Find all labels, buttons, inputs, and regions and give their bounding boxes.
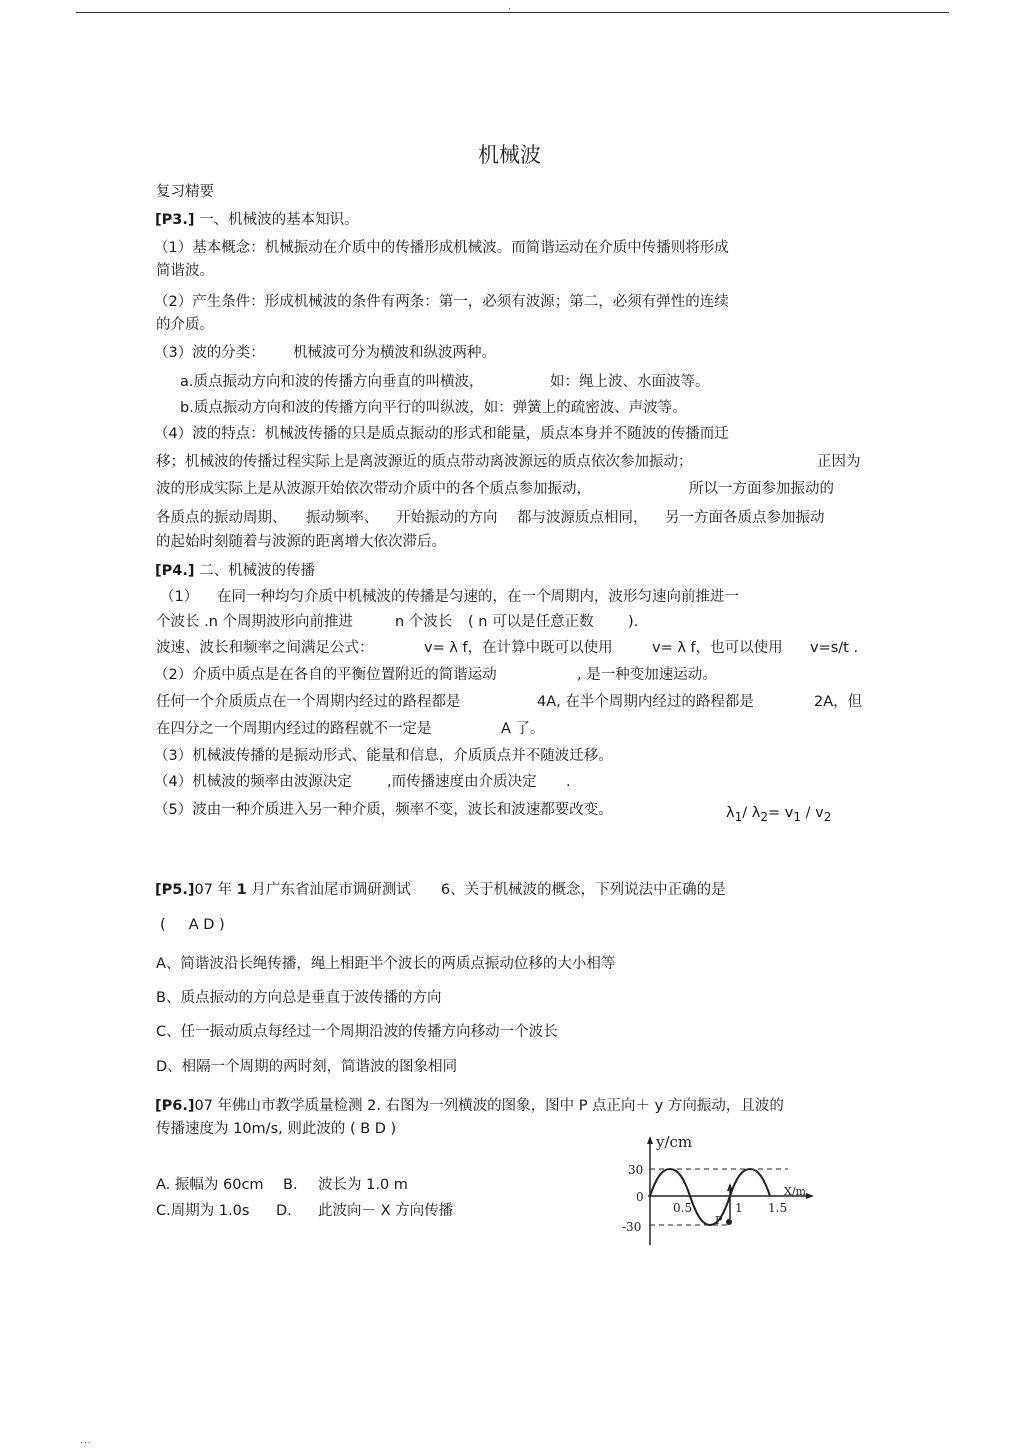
p6-question-line: [155, 1099, 784, 1114]
p5-question: [155, 883, 726, 898]
p4-line: A 了。: [501, 721, 545, 737]
p4-line: ).: [628, 614, 639, 630]
formula-part: / λ: [742, 805, 761, 821]
formula-part: λ: [726, 805, 735, 821]
page-title: 机械波: [478, 143, 541, 167]
wave-graph: [618, 1133, 818, 1248]
p4-line: ,而传播速度由介质决定: [387, 774, 537, 790]
p4-line: （1）: [160, 589, 199, 605]
point-p-label: P: [715, 1214, 723, 1227]
p3-line: 开始振动的方向: [396, 510, 498, 526]
p3-line: 都与波源质点相同，: [517, 510, 648, 526]
p3-line: 另一方面各质点参加振动: [665, 510, 825, 526]
p4-line: 任何一个介质质点在一个周期内经过的路程都是: [156, 694, 461, 710]
footer-mark: ...: [80, 1436, 92, 1446]
p4-line: ( n 可以是任意正数: [468, 614, 594, 630]
p6-option: 此波向－ X 方向传播: [318, 1203, 454, 1219]
p3-heading: [155, 213, 359, 228]
wavelength-ratio-formula: [726, 806, 831, 823]
p3-line: 的介质。: [156, 317, 214, 333]
p4-line: （5）波由一种介质进入另一种介质，频率不变，波长和波速都要改变。: [154, 802, 613, 818]
p-motion-arrow-icon: [727, 1183, 733, 1191]
p5-q-part: 6、关于机械波的概念，下列说法中正确的是: [440, 882, 726, 898]
p6-question-line: 传播速度为 10m/s, 则此波的 ( B D ): [156, 1121, 397, 1137]
p5-option: D、相隔一个周期的两时刻，简谐波的图象相同: [156, 1059, 458, 1075]
p6-option: B.: [283, 1177, 298, 1193]
formula-sub: 2: [760, 809, 769, 824]
p3-line: （4）波的特点：机械波传播的只是质点振动的形式和能量，质点本身并不随波的传播而迁: [154, 426, 729, 442]
x-axis-arrow-icon: [806, 1193, 814, 1199]
header-rule: [76, 12, 949, 13]
section-heading: 复习精要: [156, 184, 214, 200]
y-tick: 30: [628, 1163, 644, 1177]
p5-option: C、任一振动质点每经过一个周期沿波的传播方向移动一个波长: [156, 1024, 558, 1040]
p4-line: 4A, 在半个周期内经过的路程都是: [537, 694, 754, 710]
p4-line: v= λ f，在计算中既可以使用: [424, 640, 613, 656]
x-tick: 0.5: [673, 1201, 693, 1215]
p3-line: 波的形成实际上是从波源开始依次带动介质中的各个质点参加振动，: [156, 481, 591, 497]
p6-option: D.: [276, 1203, 292, 1219]
p3-line: （3）波的分类：: [154, 345, 265, 361]
point-p: [726, 1219, 732, 1225]
p3-tag: [P3.]: [155, 212, 195, 228]
p3-line: 振动频率、: [306, 510, 379, 526]
wave-curve: [650, 1169, 770, 1225]
formula-sub: 1: [793, 809, 802, 824]
p6-question-text: 07 年佛山市教学质量检测 2. 右图为一列横波的图象，图中 P 点正向＋ y 方向振动，且波的: [194, 1098, 784, 1114]
y-axis-arrow-icon: [647, 1136, 653, 1144]
p3-line: 简谐波。: [156, 263, 214, 279]
p5-q-part: 07 年: [194, 882, 233, 898]
p3-line: （1）基本概念：机械振动在介质中的传播形成机械波。而简谐运动在介质中传播则将形成: [154, 240, 729, 256]
y-tick: -30: [622, 1220, 642, 1234]
p5-answer: ( A D ): [160, 917, 225, 933]
p4-line: v= λ f，也可以使用: [652, 640, 783, 656]
p3-line: 如：绳上波、水面波等。: [550, 374, 710, 390]
x-tick: 1.5: [768, 1201, 788, 1215]
p4-heading-text: 二、机械波的传播: [199, 563, 316, 579]
p3-line: 移；机械波的传播过程实际上是离波源近的质点带动离波源远的质点依次参加振动；: [156, 454, 693, 470]
p5-tag: [P5.]: [155, 882, 195, 898]
x-tick: 1: [735, 1201, 743, 1215]
p5-option: A、简谐波沿长绳传播，绳上相距半个波长的两质点振动位移的大小相等: [156, 956, 616, 972]
formula-part: / v: [801, 805, 824, 821]
formula-sub: 1: [734, 809, 743, 824]
p3-line: a.质点振动方向和波的传播方向垂直的叫横波，: [180, 374, 484, 390]
p3-heading-text: 一、机械波的基本知识。: [199, 212, 359, 228]
p3-line: 的起始时刻随着与波源的距离增大依次滞后。: [156, 534, 446, 550]
p6-tag: [P6.]: [155, 1098, 195, 1114]
p5-q-part: 月广东省汕尾市调研测试: [251, 882, 411, 898]
header-dot: .: [508, 2, 511, 12]
p6-option: A. 振幅为 60cm: [156, 1177, 264, 1193]
p3-line: 正因为: [817, 454, 861, 470]
p6-option: 波长为 1.0 m: [318, 1177, 408, 1193]
p3-line: b.质点振动方向和波的传播方向平行的叫纵波，如：弹簧上的疏密波、声波等。: [180, 400, 687, 416]
p5-q-part: 1: [236, 882, 247, 898]
p3-line: 各质点的振动周期、: [156, 510, 287, 526]
p3-line: 所以一方面参加振动的: [689, 481, 834, 497]
p4-line: 个波长 .n 个周期波形向前推进: [156, 614, 354, 630]
p4-line: （3）机械波传播的是振动形式、能量和信息，介质质点并不随波迁移。: [154, 748, 613, 764]
p4-line: , 是一种变加速运动。: [577, 667, 717, 683]
p3-line: （2）产生条件：形成机械波的条件有两条：第一，必须有波源；第二，必须有弹性的连续: [154, 294, 729, 310]
p4-line: （2）介质中质点是在各自的平衡位置附近的简谐运动: [154, 667, 497, 683]
p4-line: 波速、波长和频率之间满足公式：: [156, 640, 374, 656]
p3-line: 机械波可分为横波和纵波两种。: [293, 345, 496, 361]
p4-heading: [155, 564, 315, 579]
formula-sub: 2: [823, 809, 832, 824]
p4-line: .: [566, 774, 571, 790]
p4-line: 在四分之一个周期内经过的路程就不一定是: [156, 721, 432, 737]
p4-line: 2A，但: [814, 694, 863, 710]
y-axis-label: y/cm: [656, 1133, 693, 1151]
p4-line: （4）机械波的频率由波源决定: [154, 774, 352, 790]
formula-part: = v: [768, 805, 794, 821]
p6-option: C.周期为 1.0s: [156, 1203, 250, 1219]
p5-option: B、质点振动的方向总是垂直于波传播的方向: [156, 990, 442, 1006]
p4-tag: [P4.]: [155, 563, 195, 579]
p4-line: n 个波长: [395, 614, 453, 630]
p4-line: 在同一种均匀介质中机械波的传播是匀速的，在一个周期内，波形匀速向前推进一: [217, 589, 739, 605]
y-tick: 0: [636, 1190, 644, 1204]
p4-line: v=s/t .: [810, 640, 859, 656]
x-axis-label: X/m: [784, 1185, 806, 1198]
